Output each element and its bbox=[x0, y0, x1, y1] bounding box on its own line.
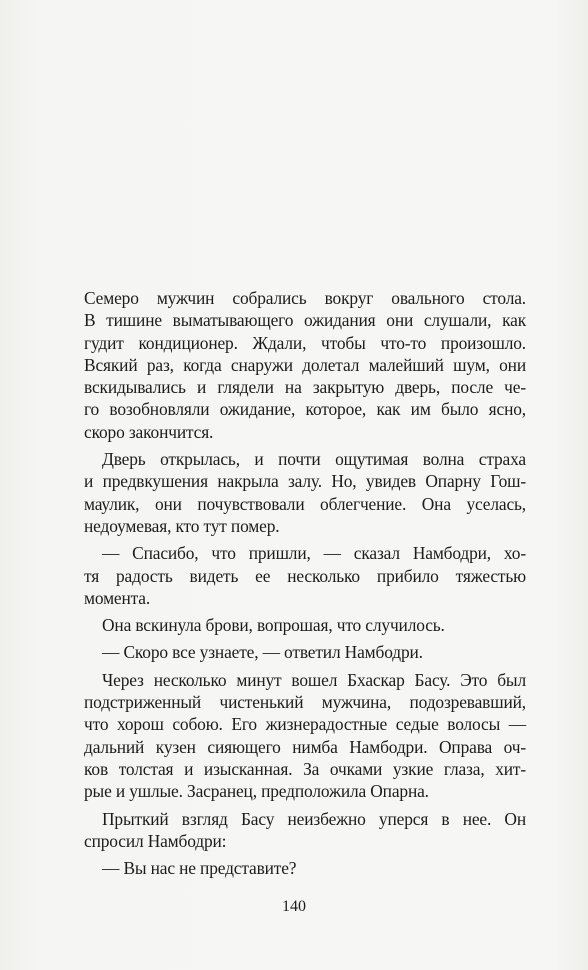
paragraph bbox=[84, 614, 526, 636]
paragraph bbox=[84, 448, 526, 537]
text-line: спросил Намбодри: bbox=[84, 830, 227, 851]
text-line: скоро закончится. bbox=[84, 421, 214, 442]
text-line: Она вскинула брови, вопрошая, что случилось. bbox=[102, 615, 445, 636]
text-line: маулик, они почувствовали облегчение. Она уселась, bbox=[84, 493, 526, 514]
text-line: — Спасибо, что пришли, — сказал Намбодри, хо- bbox=[102, 543, 526, 564]
text-line: тя радость видеть ее несколько прибило тяжестью bbox=[84, 565, 526, 586]
paragraph bbox=[84, 641, 526, 663]
text-line: вскидывались и глядели на закрытую дверь, после че- bbox=[84, 377, 526, 398]
text-line: дальний кузен сияющего нимба Намбодри. Оправа оч- bbox=[84, 736, 526, 757]
text-line: подстриженный чистенький мужчина, подозревавший, bbox=[84, 692, 526, 713]
text-line: — Скоро все узнаете, — ответил Намбодри. bbox=[102, 642, 423, 663]
text-line: Через несколько минут вошел Бхаскар Басу. Это был bbox=[102, 669, 526, 690]
text-line: Прыткий взгляд Басу неизбежно уперся в нее. Он bbox=[102, 808, 526, 829]
body-text bbox=[84, 287, 526, 879]
text-line: Всякий раз, когда снаружи долетал малейший шум, они bbox=[84, 354, 526, 375]
text-line: го возобновляли ожидание, которое, как им было ясно, bbox=[84, 399, 526, 420]
paragraph bbox=[84, 542, 526, 609]
paragraph bbox=[84, 287, 526, 443]
paragraph bbox=[84, 857, 526, 879]
text-line: рые и ушлые. Засранец, предположила Опарна. bbox=[84, 781, 429, 802]
text-line: В тишине выматывающего ожидания они слушали, как bbox=[84, 310, 526, 331]
text-line: и предвкушения накрыла залу. Но, увидев Опарну Гош- bbox=[84, 471, 526, 492]
text-line: ков толстая и изысканная. За очками узкие глаза, хит- bbox=[84, 758, 526, 779]
text-line: что хорош собою. Его жизнерадостные седые волосы — bbox=[84, 714, 526, 735]
text-line: недоумевая, кто тут помер. bbox=[84, 515, 280, 536]
page-number: 140 bbox=[282, 898, 306, 915]
text-line: гудит кондиционер. Ждали, чтобы что-то произошло. bbox=[84, 332, 526, 353]
text-line: — Вы нас не представите? bbox=[102, 858, 297, 879]
text-line: Семеро мужчин собрались вокруг овального стола. bbox=[84, 288, 526, 308]
paragraph bbox=[84, 808, 526, 853]
text-line: Дверь открылась, и почти ощутимая волна страха bbox=[102, 449, 526, 470]
paragraph bbox=[84, 669, 526, 803]
text-line: момента. bbox=[84, 587, 151, 608]
